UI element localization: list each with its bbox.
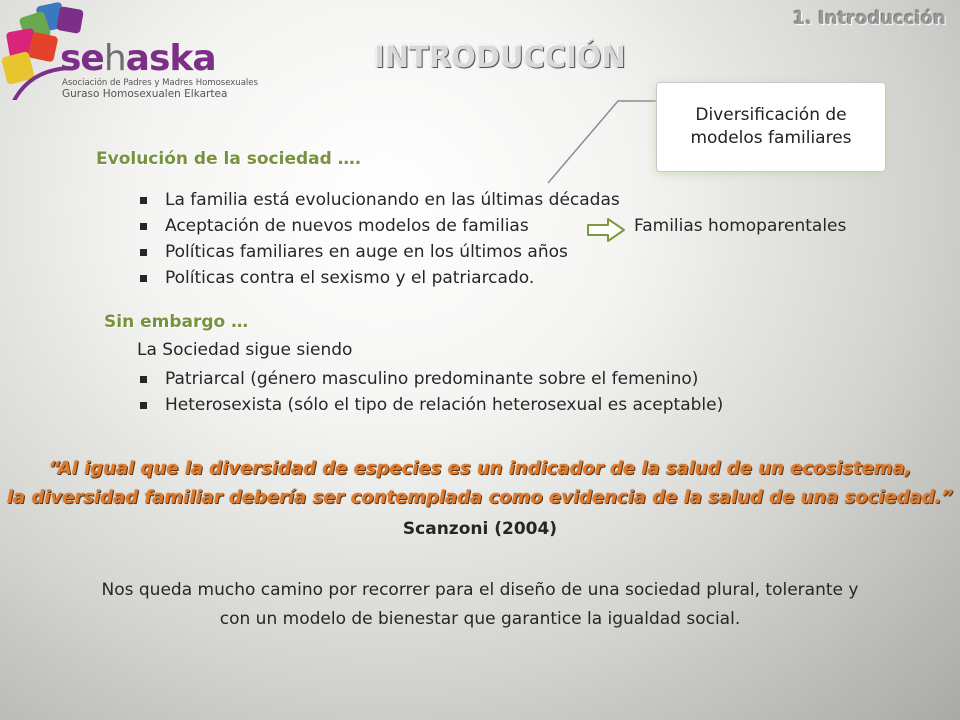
closing-line-1: Nos queda mucho camino por recorrer para el diseño de una sociedad plural, tolerante y [101, 580, 859, 600]
evolution-list [137, 187, 620, 291]
list-item: Heterosexista (sólo el tipo de relación heterosexual es aceptable) [137, 392, 723, 418]
list-item: Políticas familiares en auge en los últimos años [137, 239, 620, 265]
logo-subtitle-basque: Guraso Homosexualen Elkartea [62, 88, 228, 100]
section-heading-however: Sin embargo … [104, 312, 249, 332]
logo-wordmark: sehaska [60, 38, 216, 79]
however-intro: La Sociedad sigue siendo [137, 340, 353, 360]
callout-box: Diversificación de modelos familiares [657, 83, 885, 171]
section-heading-evolution: Evolución de la sociedad …. [96, 149, 362, 169]
section-tag: 1. Introducción [792, 8, 946, 29]
slide-title: INTRODUCCIÓN [374, 40, 626, 74]
list-item: La familia está evolucionando en las últimas décadas [137, 187, 620, 213]
quote-line-2: la diversidad familiar debería ser contemplada como evidencia de la salud de una sociedad.” [6, 487, 954, 508]
logo-subtitle: Asociación de Padres y Madres Homosexuales [62, 78, 258, 88]
list-item: Patriarcal (género masculino predominante sobre el femenino) [137, 366, 723, 392]
right-arrow-icon [586, 217, 626, 243]
list-item: Políticas contra el sexismo y el patriarcado. [137, 265, 620, 291]
quote-line-1: “Al igual que la diversidad de especies es un indicador de la salud de un ecosistema, [48, 458, 912, 479]
homoparental-label: Familias homoparentales [634, 216, 847, 236]
closing-line-2: con un modelo de bienestar que garantice la igualdad social. [219, 609, 741, 629]
list-item: Aceptación de nuevos modelos de familias [137, 213, 620, 239]
quote-author: Scanzoni (2004) [402, 519, 558, 539]
however-list [137, 366, 723, 418]
